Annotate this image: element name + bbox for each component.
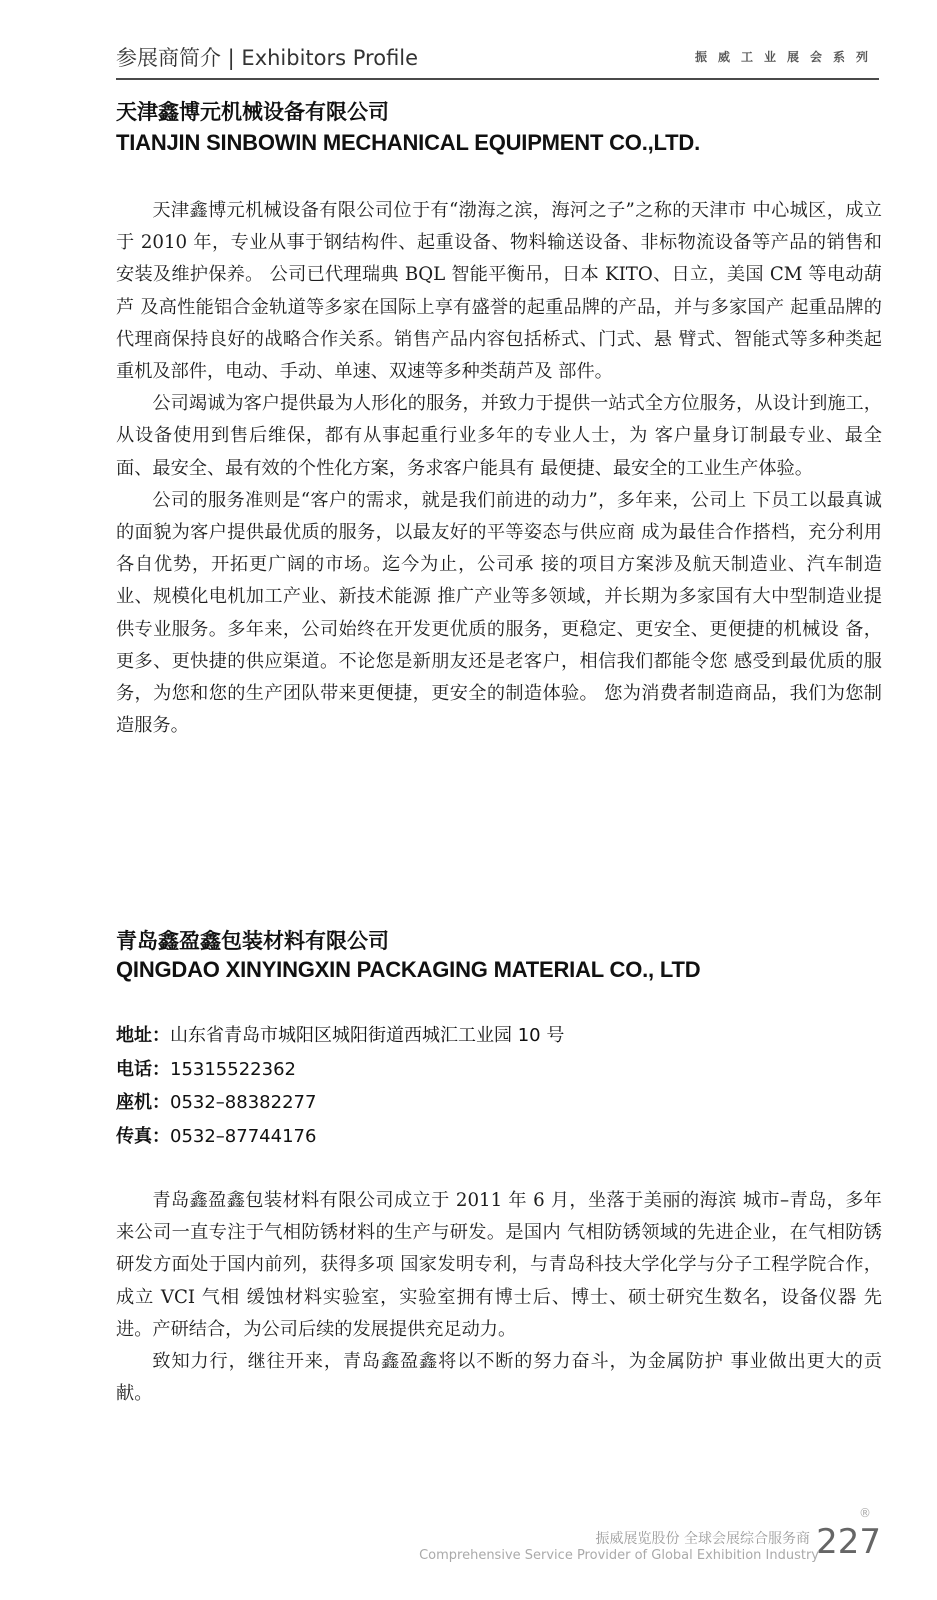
registered-mark: ® bbox=[859, 1506, 871, 1520]
phone-label: 电话： bbox=[116, 1058, 170, 1080]
company1-name-en: TIANJIN SINBOWIN MECHANICAL EQUIPMENT CO.,LTD. bbox=[116, 130, 700, 155]
company2-name-cn: 青岛鑫盈鑫包装材料有限公司 bbox=[116, 929, 389, 953]
landline-label: 座机： bbox=[116, 1092, 170, 1113]
page-number: 227 bbox=[816, 1522, 881, 1562]
phone-row bbox=[116, 1053, 564, 1087]
address-row bbox=[116, 1019, 564, 1053]
address-value: 山东省青岛市城阳区城阳街道西城汇工业园 10 号 bbox=[170, 1025, 565, 1046]
company2-contact bbox=[116, 1019, 564, 1153]
phone-value: 15315522362 bbox=[170, 1058, 296, 1080]
fax-row bbox=[116, 1120, 564, 1154]
paragraph: 青岛鑫盈鑫包装材料有限公司成立于 2011 年 6 月，坐落于美丽的海滨 城市–青岛，多年来公司一直专注于气相防锈材料的生产与研发。是国内 气相防锈领域的先进企业，在气相防锈研发方面处于国内前列，获得多项 国家发明专利，与青岛科技大学化学与分子工程学院合作，成立 VCI 气相 缓蚀材料实验室，实验室拥有博士后、博士、硕士研究生数名，设备仪器 先进。产研结合，为公司后续的发展提供充足动力。 bbox=[116, 1190, 882, 1340]
footer-tagline-en: Comprehensive Service Provider of Global Exhibition Industry bbox=[419, 1548, 819, 1563]
paragraph: 公司竭诚为客户提供最为人形化的服务，并致力于提供一站式全方位服务，从设计到施工，从设备使用到售后维保，都有从事起重行业多年的专业人士，为 客户量身订制最专业、最全面、最安全、最有效的个性化方案，务求客户能具有 最便捷、最安全的工业生产体验。 bbox=[116, 393, 882, 479]
company1-description bbox=[116, 195, 882, 742]
series-label: 振威工业展会系列 bbox=[694, 50, 879, 64]
company2-name-en: QINGDAO XINYINGXIN PACKAGING MATERIAL CO., LTD bbox=[116, 957, 701, 982]
paragraph: 致知力行，继往开来，青岛鑫盈鑫将以不断的努力奋斗，为金属防护 事业做出更大的贡献。 bbox=[116, 1351, 882, 1405]
fax-value: 0532–87744176 bbox=[170, 1125, 317, 1147]
paragraph: 天津鑫博元机械设备有限公司位于有“渤海之滨，海河之子”之称的天津市 中心城区，成立于 2010 年，专业从事于钢结构件、起重设备、物料输送设备、非标物流设备等产品的销售和安装及维护保养。 公司已代理瑞典 BQL 智能平衡吊，日本 KITO、日立，美国 CM 等电动葫芦 及高性能铝合金轨道等多家在国际上享有盛誉的起重品牌的产品，并与多家国产 起重品牌的代理商保持良好的战略合作关系。销售产品内容包括桥式、门式、悬 臂式、智能式等多种类起重机及部件，电动、手动、单速、双速等多种类葫芦及 部件。 bbox=[116, 200, 882, 383]
footer-tagline-cn: 振威展览股份 全球会展综合服务商 bbox=[595, 1531, 810, 1547]
landline-value: 0532–88382277 bbox=[170, 1092, 317, 1113]
company2-description bbox=[116, 1185, 882, 1410]
fax-label: 传真： bbox=[116, 1125, 170, 1147]
address-label: 地址： bbox=[116, 1025, 170, 1046]
paragraph: 公司的服务准则是“客户的需求，就是我们前进的动力”，多年来，公司上 下员工以最真诚的面貌为客户提供最优质的服务，以最友好的平等姿态与供应商 成为最佳合作搭档，充分利用各自优势，开拓更广阔的市场。迄今为止，公司承 接的项目方案涉及航天制造业、汽车制造业、规模化电机加工产业、新技术能源 推广产业等多领域，并长期为多家国有大中型制造业提供专业服务。多年来，公司始终在开发更优质的服务，更稳定、更安全、更便捷的机械设 备，更多、更快捷的供应渠道。不论您是新朋友还是老客户，相信我们都能令您 感受到最优质的服务，为您和您的生产团队带来更便捷，更安全的制造体验。 您为消费者制造商品，我们为您制造服务。 bbox=[116, 489, 882, 737]
landline-row bbox=[116, 1086, 564, 1120]
header-divider bbox=[116, 78, 879, 80]
company1-name-cn: 天津鑫博元机械设备有限公司 bbox=[116, 100, 389, 124]
section-header: 参展商简介 | Exhibitors Profile bbox=[116, 46, 419, 70]
